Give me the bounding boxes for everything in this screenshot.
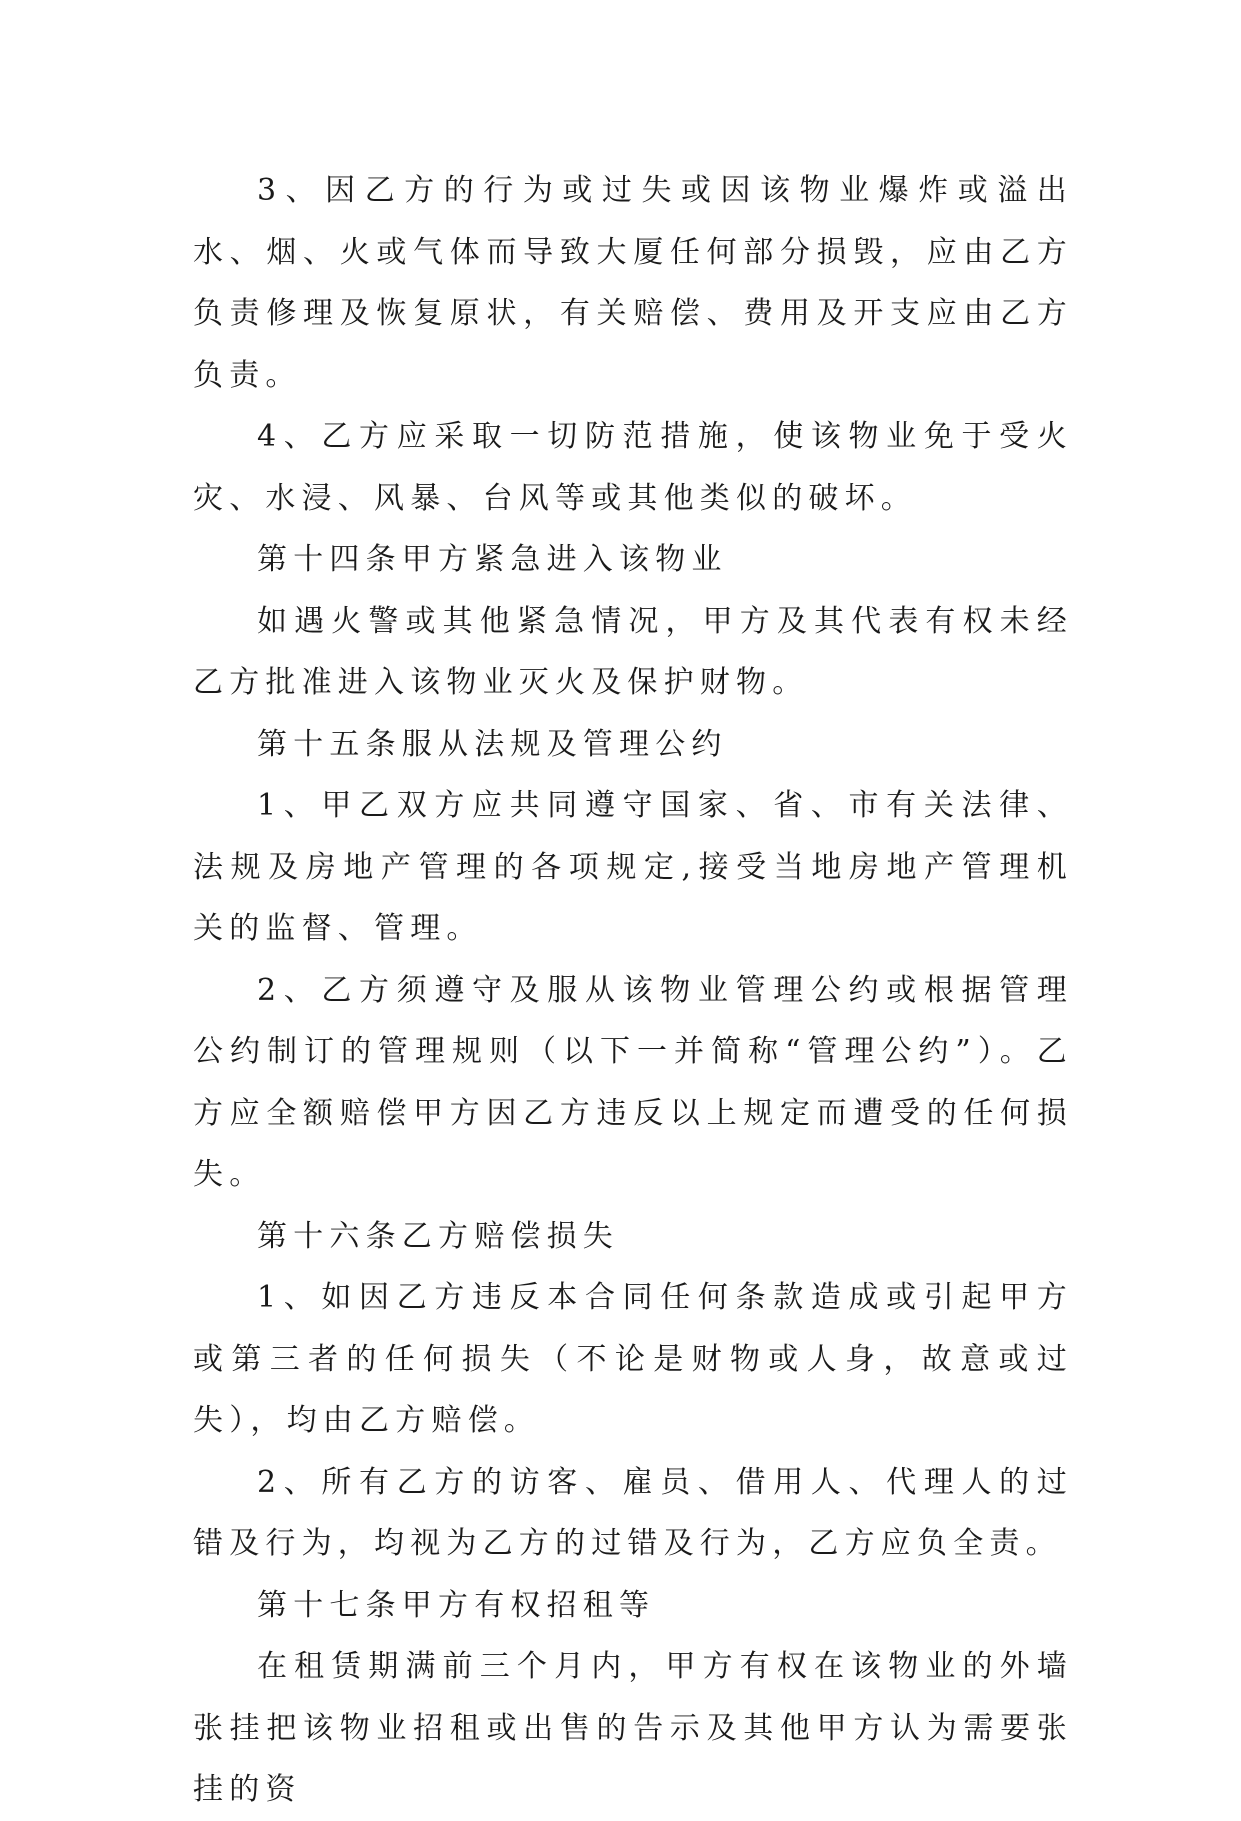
document-body	[193, 160, 1073, 1821]
article-14-body: 如遇火警或其他紧急情况，甲方及其代表有权未经乙方批准进入该物业灭火及保护财物。	[193, 603, 1073, 700]
article-16-heading: 第十六条乙方赔偿损失	[257, 1218, 619, 1254]
article-15-clause-1: 1、甲乙双方应共同遵守国家、省、市有关法律、法规及房地产管理的各项规定,接受当地房地产管理机关的监督、管理。	[193, 788, 1073, 946]
article-16-clause-2: 2、所有乙方的访客、雇员、借用人、代理人的过错及行为，均视为乙方的过错及行为，乙方应负全责。	[193, 1464, 1073, 1561]
article-17-body: 在租赁期满前三个月内，甲方有权在该物业的外墙张挂把该物业招租或出售的告示及其他甲方认为需要张挂的资	[193, 1649, 1073, 1807]
article-15-heading: 第十五条服从法规及管理公约	[257, 726, 728, 762]
article-16-clause-1: 1、如因乙方违反本合同任何条款造成或引起甲方或第三者的任何损失（不论是财物或人身，故意或过失），均由乙方赔偿。	[193, 1280, 1073, 1438]
paragraph-clause-3: 3、因乙方的行为或过失或因该物业爆炸或溢出水、烟、火或气体而导致大厦任何部分损毁，应由乙方负责修理及恢复原状，有关赔偿、费用及开支应由乙方负责。	[193, 173, 1073, 393]
paragraph-clause-4: 4、乙方应采取一切防范措施，使该物业免于受火灾、水浸、风暴、台风等或其他类似的破坏。	[193, 419, 1073, 516]
article-17-heading: 第十七条甲方有权招租等	[257, 1587, 656, 1623]
article-14-heading: 第十四条甲方紧急进入该物业	[257, 542, 728, 577]
article-15-clause-2: 2、乙方须遵守及服从该物业管理公约或根据管理公约制订的管理规则（以下一并简称“管理公约”）。乙方应全额赔偿甲方因乙方违反以上规定而遭受的任何损失。	[193, 972, 1073, 1192]
